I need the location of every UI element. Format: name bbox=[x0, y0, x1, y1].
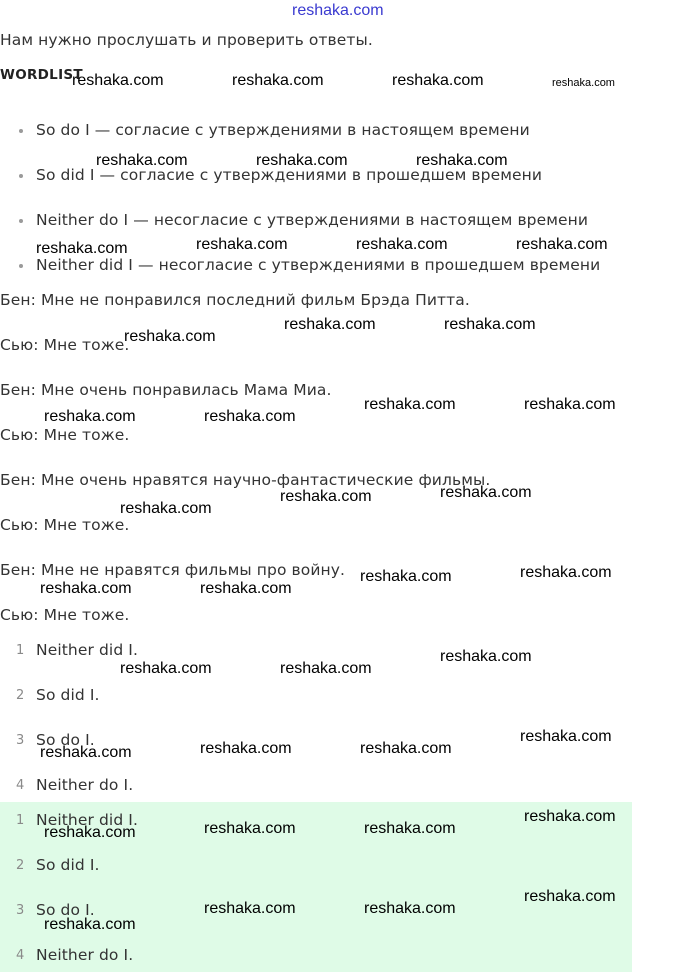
answer-text: Neither did I. bbox=[36, 811, 138, 829]
watermark: reshaka.com bbox=[44, 916, 136, 933]
answer-text: So did I. bbox=[36, 686, 100, 704]
dialogue-line: Бен: Мне не понравился последний фильм Брэда Питта. bbox=[0, 291, 470, 309]
bullet-icon bbox=[19, 219, 23, 223]
watermark: reshaka.com bbox=[124, 328, 216, 345]
watermark: reshaka.com bbox=[200, 580, 292, 597]
watermark: reshaka.com bbox=[364, 396, 456, 413]
answer-number: 4 bbox=[16, 778, 25, 793]
watermark: reshaka.com bbox=[232, 72, 324, 89]
watermark: reshaka.com bbox=[36, 240, 128, 257]
watermark: reshaka.com bbox=[552, 77, 615, 89]
dialogue-line: Сью: Мне тоже. bbox=[0, 516, 130, 534]
answer-text: Neither did I. bbox=[36, 641, 138, 659]
watermark: reshaka.com bbox=[360, 568, 452, 585]
answer-number: 2 bbox=[16, 858, 25, 873]
watermark: reshaka.com bbox=[120, 660, 212, 677]
watermark: reshaka.com bbox=[280, 488, 372, 505]
watermark: reshaka.com bbox=[72, 72, 164, 89]
wordlist-item-text: So did I — согласие с утверждениями в прошедшем времени bbox=[36, 166, 543, 184]
watermark: reshaka.com bbox=[524, 808, 616, 825]
watermark: reshaka.com bbox=[120, 500, 212, 517]
watermark: reshaka.com bbox=[524, 888, 616, 905]
watermark: reshaka.com bbox=[440, 484, 532, 501]
answer-text: So do I. bbox=[36, 901, 95, 919]
answer-number: 1 bbox=[16, 643, 25, 658]
dialogue-line: Сью: Мне тоже. bbox=[0, 426, 130, 444]
watermark: reshaka.com bbox=[444, 316, 536, 333]
watermark: reshaka.com bbox=[204, 820, 296, 837]
answer-number: 1 bbox=[16, 813, 25, 828]
watermark: reshaka.com bbox=[364, 820, 456, 837]
wordlist-item-text: Neither do I — несогласие с утверждениями в настоящем времени bbox=[36, 211, 589, 229]
watermark: reshaka.com bbox=[44, 408, 136, 425]
watermark: reshaka.com bbox=[96, 152, 188, 169]
watermark: reshaka.com bbox=[44, 824, 136, 841]
watermark: reshaka.com bbox=[364, 900, 456, 917]
watermark: reshaka.com bbox=[40, 744, 132, 761]
watermark: reshaka.com bbox=[40, 580, 132, 597]
watermark: reshaka.com bbox=[204, 408, 296, 425]
answer-number: 3 bbox=[16, 733, 25, 748]
watermark: reshaka.com bbox=[360, 740, 452, 757]
watermark: reshaka.com bbox=[200, 740, 292, 757]
bullet-icon bbox=[19, 174, 23, 178]
answer-text: Neither do I. bbox=[36, 946, 134, 964]
bullet-icon bbox=[19, 264, 23, 268]
wordlist-heading: WORDLIST bbox=[0, 67, 83, 83]
dialogue-line: Бен: Мне очень нравятся научно-фантастические фильмы. bbox=[0, 471, 491, 489]
watermark: reshaka.com bbox=[416, 152, 508, 169]
watermark: reshaka.com bbox=[440, 648, 532, 665]
watermark: reshaka.com bbox=[356, 236, 448, 253]
answer-number: 2 bbox=[16, 688, 25, 703]
watermark: reshaka.com bbox=[280, 660, 372, 677]
dialogue-line: Бен: Мне очень понравилась Мама Миа. bbox=[0, 381, 332, 399]
watermark: reshaka.com bbox=[516, 236, 608, 253]
answer-text: So do I. bbox=[36, 731, 95, 749]
answer-number: 3 bbox=[16, 903, 25, 918]
dialogue-line: Сью: Мне тоже. bbox=[0, 606, 130, 624]
watermark: reshaka.com bbox=[196, 236, 288, 253]
wordlist-item-text: Neither did I — несогласие с утверждениями в прошедшем времени bbox=[36, 256, 601, 274]
site-title[interactable]: reshaka.com bbox=[292, 2, 384, 19]
answer-text: Neither do I. bbox=[36, 776, 134, 794]
watermark: reshaka.com bbox=[520, 564, 612, 581]
intro-text: Нам нужно прослушать и проверить ответы. bbox=[0, 31, 373, 49]
watermark: reshaka.com bbox=[204, 900, 296, 917]
dialogue-line: Бен: Мне не нравятся фильмы про войну. bbox=[0, 561, 346, 579]
dialogue-line: Сью: Мне тоже. bbox=[0, 336, 130, 354]
watermark: reshaka.com bbox=[284, 316, 376, 333]
answer-text: So did I. bbox=[36, 856, 100, 874]
bullet-icon bbox=[19, 129, 23, 133]
watermark: reshaka.com bbox=[524, 396, 616, 413]
watermark: reshaka.com bbox=[520, 728, 612, 745]
answer-number: 4 bbox=[16, 948, 25, 963]
wordlist-item-text: So do I — согласие с утверждениями в настоящем времени bbox=[36, 121, 530, 139]
watermark: reshaka.com bbox=[392, 72, 484, 89]
watermark: reshaka.com bbox=[256, 152, 348, 169]
